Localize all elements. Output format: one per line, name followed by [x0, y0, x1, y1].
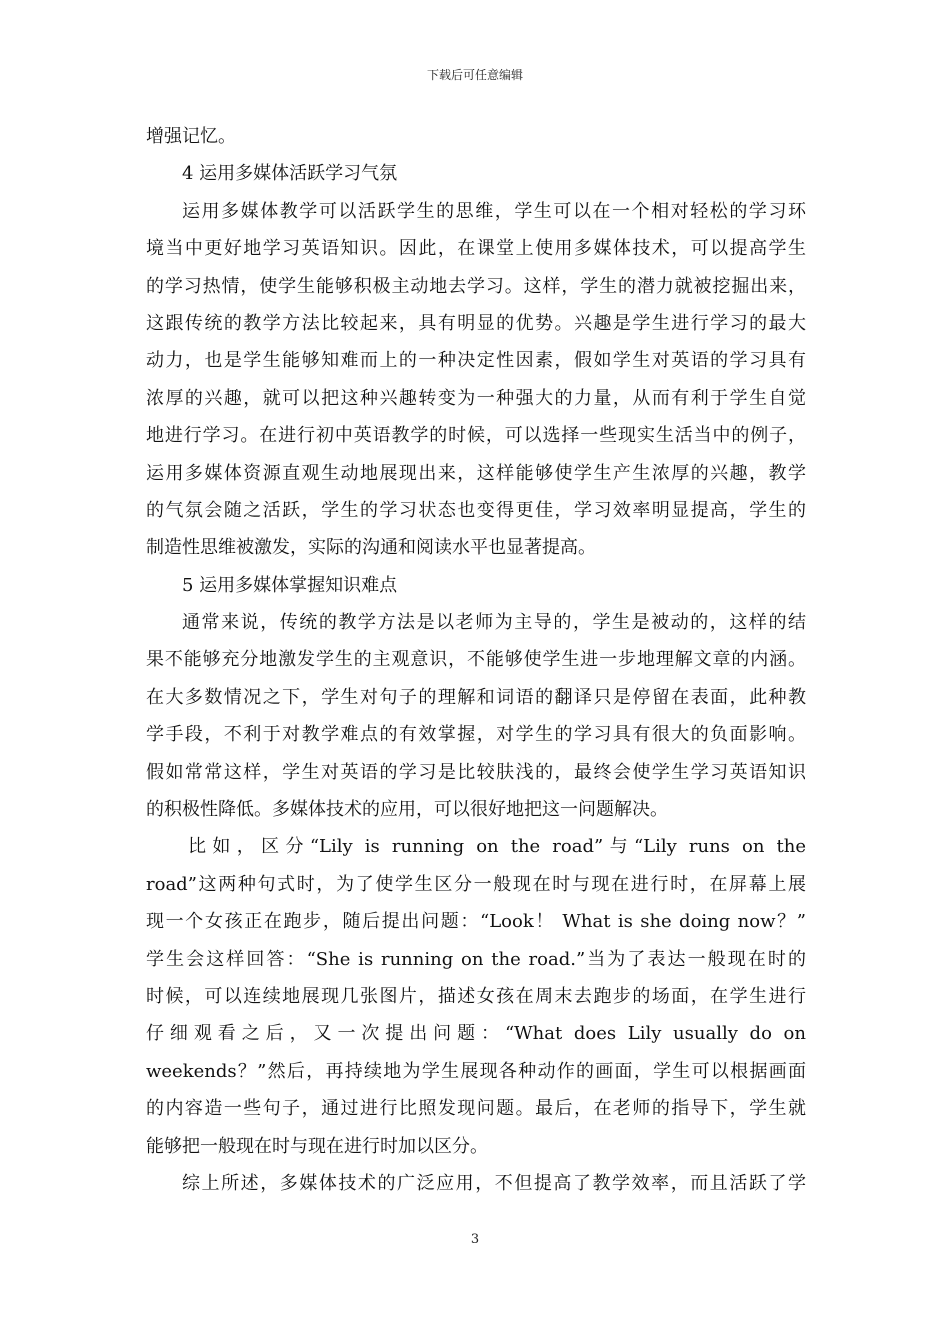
- section-heading: 5 运用多媒体掌握知识难点: [182, 574, 398, 596]
- text-line: 在大多数情况之下，学生对句子的理解和词语的翻译只是停留在表面，此种教: [146, 686, 806, 708]
- text-line: 时候，可以连续地展现几张图片，描述女孩在周末去跑步的场面，在学生进行: [146, 985, 806, 1007]
- text-line: 这跟传统的教学方法比较起来，具有明显的优势。兴趣是学生进行学习的最大: [146, 312, 806, 334]
- document-body: [146, 118, 806, 1202]
- text-line: 综上所述，多媒体技术的广泛应用，不但提高了教学效率，而且活跃了学: [182, 1172, 806, 1194]
- text-line: 运用多媒体教学可以活跃学生的思维，学生可以在一个相对轻松的学习环: [182, 200, 806, 222]
- text-line: 果不能够充分地激发学生的主观意识，不能够使学生进一步地理解文章的内涵。: [146, 649, 806, 671]
- section-heading: 4 运用多媒体活跃学习气氛: [182, 163, 398, 185]
- text-line: 的气氛会随之活跃，学生的学习状态也变得更佳，学习效率明显提高，学生的: [146, 499, 806, 521]
- text-line: 动力，也是学生能够知难而上的一种决定性因素，假如学生对英语的学习具有: [146, 350, 806, 372]
- text-line: 能够把一般现在时与现在进行时加以区分。: [146, 1135, 488, 1157]
- text-line: 地进行学习。在进行初中英语教学的时候，可以选择一些现实生活当中的例子，: [146, 425, 806, 447]
- text-line: weekends？”然后，再持续地为学生展现各种动作的画面，学生可以根据画面: [146, 1060, 806, 1082]
- text-line: 的内容造一些句子，通过进行比照发现问题。最后，在老师的指导下，学生就: [146, 1098, 806, 1120]
- text-line: 增强记忆。: [146, 126, 236, 147]
- text-line: 假如常常这样，学生对英语的学习是比较肤浅的，最终会使学生学习英语知识: [146, 761, 806, 783]
- text-line: 浓厚的兴趣，就可以把这种兴趣转变为一种强大的力量，从而有利于学生自觉: [146, 387, 806, 409]
- text-line: road”这两种句式时，为了使学生区分一般现在时与现在进行时，在屏幕上展: [146, 873, 806, 895]
- text-line: 比如，区分“Lily is running on the road”与“Lily runs on the: [188, 836, 806, 858]
- text-line: 学手段，不利于对教学难点的有效掌握，对学生的学习具有很大的负面影响。: [146, 724, 806, 746]
- text-line: 的学习热情，使学生能够积极主动地去学习。这样，学生的潜力就被挖掘出来，: [146, 275, 806, 297]
- page-number: 3: [470, 1232, 480, 1247]
- text-line: 现一个女孩正在跑步，随后提出问题：“Look！ What is she doing now？”: [146, 911, 806, 933]
- text-line: 运用多媒体资源直观生动地展现出来，这样能够使学生产生浓厚的兴趣，教学: [146, 462, 806, 484]
- text-line: 制造性思维被激发，实际的沟通和阅读水平也显著提高。: [146, 537, 596, 559]
- page-header: 下载后可任意编辑: [426, 68, 523, 82]
- text-line: 学生会这样回答：“She is running on the road.”当为了表达一般现在时的: [146, 948, 806, 970]
- text-line: 通常来说，传统的教学方法是以老师为主导的，学生是被动的，这样的结: [182, 612, 806, 634]
- text-line: 境当中更好地学习英语知识。因此，在课堂上使用多媒体技术，可以提高学生: [146, 238, 806, 260]
- text-line: 的积极性降低。多媒体技术的应用，可以很好地把这一问题解决。: [146, 799, 668, 821]
- text-line: 仔细观看之后，又一次提出问题：“What does Lily usually do on: [146, 1023, 806, 1045]
